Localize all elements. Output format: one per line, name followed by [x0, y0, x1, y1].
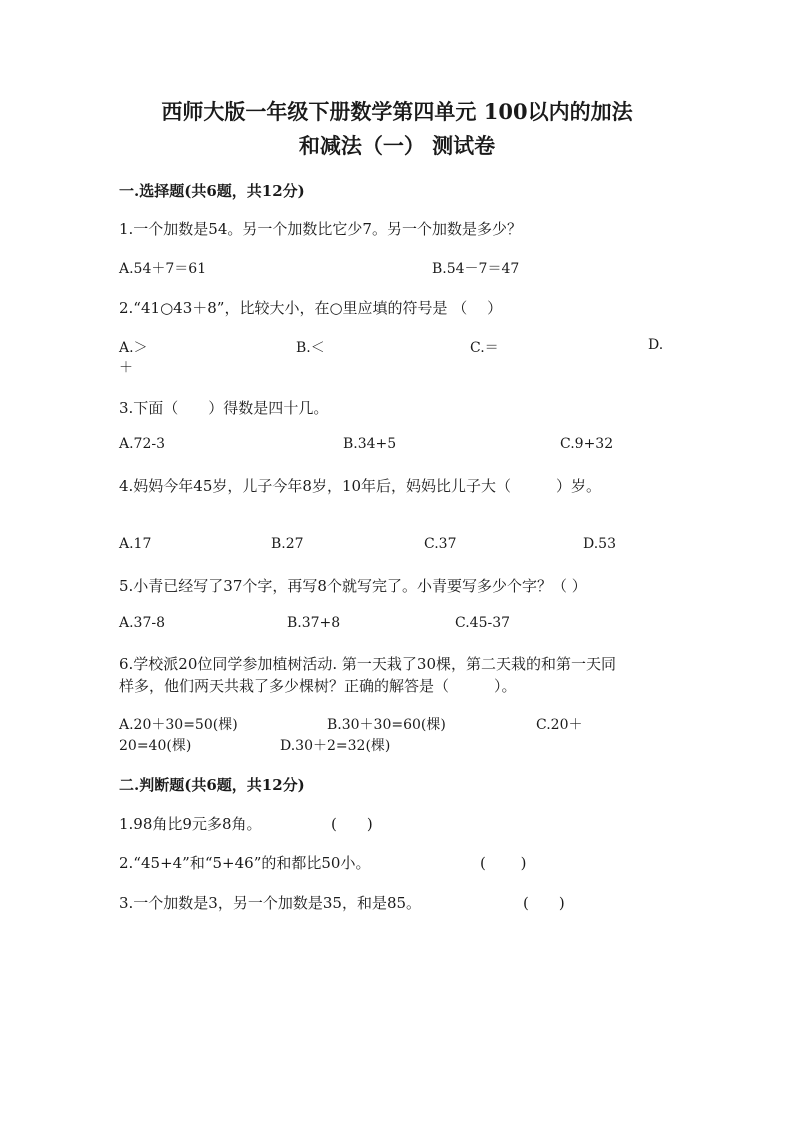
exam-title-line1: 西师大版一年级下册数学第四单元 100以内的加法 [161, 99, 633, 124]
question-3: 3.下面（ ）得数是四十几。 [119, 399, 329, 417]
option-3b: B.34+5 [343, 436, 397, 452]
option-4c: C.37 [424, 536, 457, 552]
option-6c: C.20＋ [536, 717, 583, 733]
question-2: 2.“41○43＋8”，比较大小，在○里应填的符号是 （ ） [119, 299, 503, 317]
option-6a: A.20＋30=50(棵) [119, 717, 238, 733]
section-heading-choice: 一.选择题(共6题，共12分) [119, 182, 305, 200]
judge-1-blank: ( ) [331, 815, 373, 833]
question-5: 5.小青已经写了37个字，再写8个就写完了。小青要写多少个字？（ ） [119, 577, 587, 595]
option-6c-cont: 20=40(棵) [119, 738, 192, 754]
judge-2-blank: ( ) [480, 854, 527, 872]
option-2d-symbol: ＋ [119, 360, 133, 376]
option-2c: C.＝ [470, 340, 499, 356]
option-2a: A.＞ [119, 340, 148, 356]
option-5b: B.37+8 [287, 615, 341, 631]
question-6-line1: 6.学校派20位同学参加植树活动. 第一天栽了30棵，第二天栽的和第一天同 [119, 655, 617, 673]
exam-title-line2: 和减法（一） 测试卷 [298, 133, 496, 158]
option-1b: B.54－7＝47 [432, 261, 520, 277]
judge-3-blank: ( ) [523, 894, 565, 912]
option-5a: A.37-8 [119, 615, 166, 631]
question-4: 4.妈妈今年45岁，儿子今年8岁，10年后，妈妈比儿子大（ ）岁。 [119, 477, 602, 495]
option-1a: A.54＋7＝61 [119, 261, 207, 277]
option-4a: A.17 [119, 536, 152, 552]
option-3c: C.9+32 [560, 436, 614, 452]
question-6-line2: 样多，他们两天共栽了多少棵树？正确的解答是（ ）。 [119, 677, 517, 695]
judge-1: 1.98角比9元多8角。 [119, 815, 262, 833]
option-4d: D.53 [583, 536, 616, 552]
question-1: 1.一个加数是54。另一个加数比它少7。另一个加数是多少？ [119, 220, 522, 238]
option-4b: B.27 [271, 536, 304, 552]
option-6b: B.30＋30=60(棵) [327, 717, 446, 733]
section-heading-judge: 二.判断题(共6题，共12分) [119, 776, 305, 794]
judge-3: 3.一个加数是3，另一个加数是35，和是85。 [119, 894, 422, 912]
option-2b: B.＜ [296, 340, 325, 356]
option-5c: C.45-37 [455, 615, 511, 631]
option-2d: D. [648, 337, 664, 353]
option-3a: A.72-3 [119, 436, 166, 452]
option-6d: D.30＋2=32(棵) [280, 738, 391, 754]
judge-2: 2.“45+4”和“5+46”的和都比50小。 [119, 854, 371, 872]
